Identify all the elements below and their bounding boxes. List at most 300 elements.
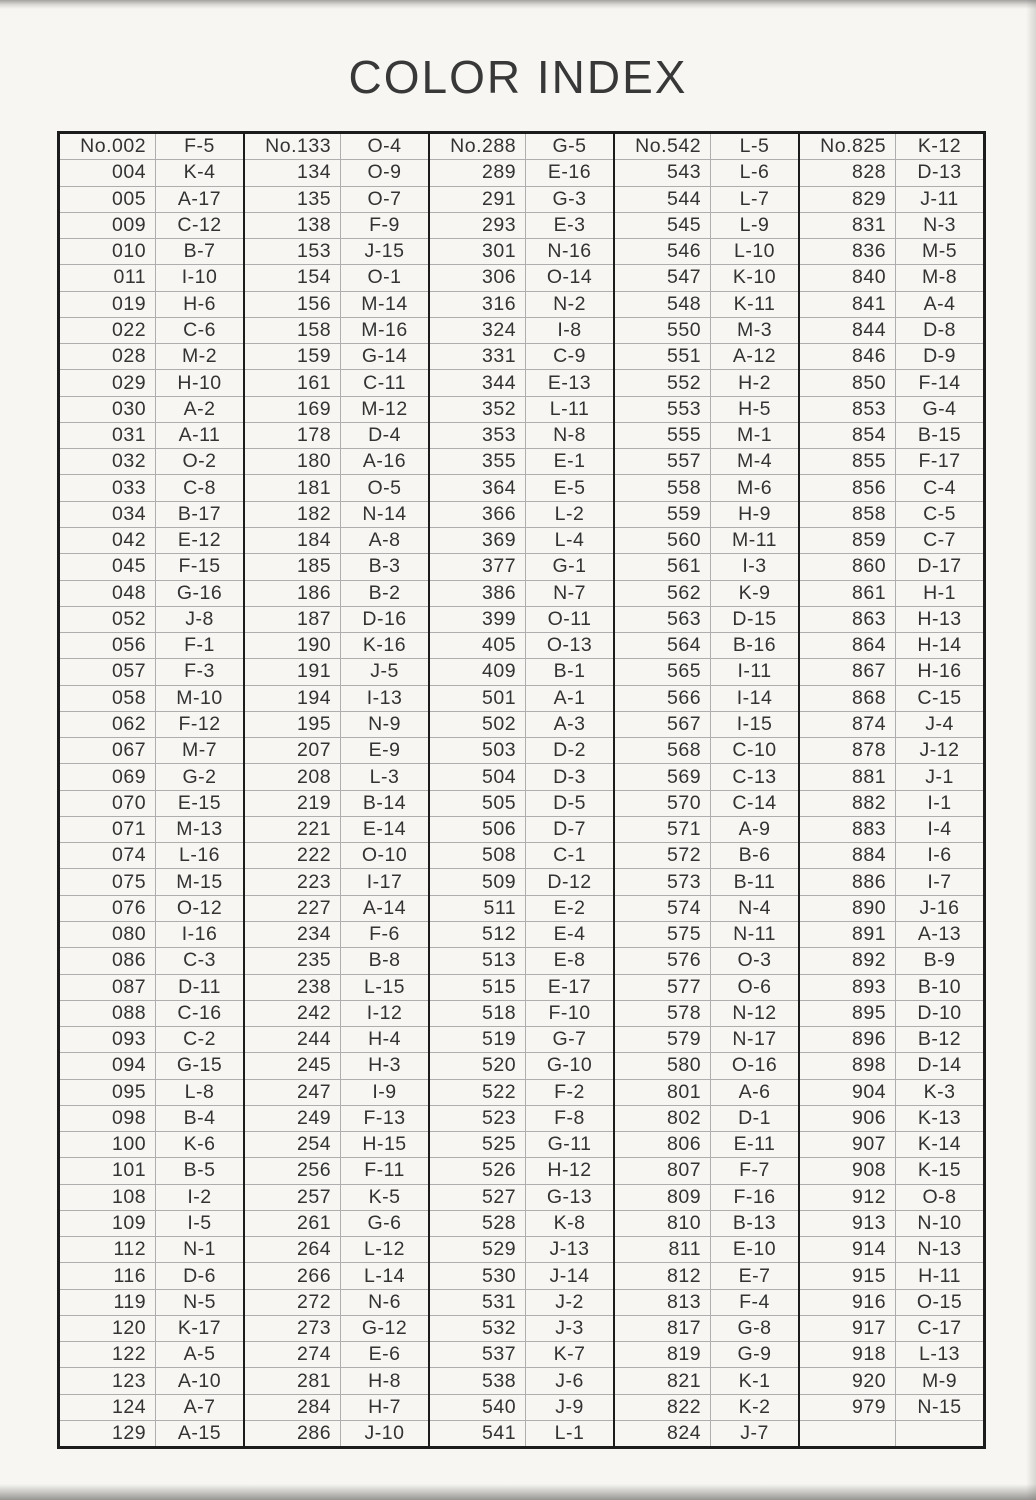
color-number-cell: 572 <box>615 843 711 868</box>
table-row <box>60 1394 243 1420</box>
color-code-cell: A-8 <box>368 529 401 552</box>
table-row <box>245 921 428 947</box>
color-number-cell: 547 <box>615 265 711 290</box>
color-number-cell: 810 <box>615 1211 711 1236</box>
color-number-cell: No.002 <box>60 134 156 159</box>
color-code-cell: K-13 <box>917 1106 962 1129</box>
color-number-cell: 272 <box>245 1290 341 1315</box>
color-code-cell: C-16 <box>177 1001 222 1024</box>
color-number-cell: 526 <box>430 1158 526 1183</box>
table-row <box>615 238 798 264</box>
color-code-cell: L-1 <box>554 1422 585 1445</box>
color-number-cell: 207 <box>245 738 341 763</box>
table-row <box>615 737 798 763</box>
table-row <box>245 737 428 763</box>
color-code-cell: J-2 <box>555 1290 584 1313</box>
table-row <box>245 448 428 474</box>
color-number-cell: 522 <box>430 1080 526 1105</box>
color-number-cell: 045 <box>60 554 156 579</box>
color-number-cell: 503 <box>430 738 526 763</box>
page-title: COLOR INDEX <box>348 51 688 103</box>
color-number-cell: 904 <box>800 1080 896 1105</box>
color-code-cell: J-12 <box>919 739 960 762</box>
color-number-cell: 531 <box>430 1290 526 1315</box>
color-code-cell: I-2 <box>187 1185 212 1208</box>
color-number-cell: 052 <box>60 607 156 632</box>
color-code-cell: N-11 <box>733 923 776 946</box>
table-row <box>60 711 243 737</box>
color-code-cell: M-10 <box>176 686 223 709</box>
color-code-cell: D-12 <box>547 870 592 893</box>
table-row <box>430 264 613 290</box>
color-code-cell: G-5 <box>552 135 587 158</box>
table-row <box>615 1079 798 1105</box>
color-code-cell: H-2 <box>738 371 771 394</box>
table-row <box>800 1315 983 1341</box>
color-number-cell: 525 <box>430 1132 526 1157</box>
color-code-cell: G-8 <box>737 1317 772 1340</box>
table-row <box>60 1289 243 1315</box>
table-row <box>615 159 798 185</box>
color-code-cell: N-13 <box>917 1238 962 1261</box>
color-code-cell: O-13 <box>546 634 593 657</box>
color-code-cell: I-1 <box>927 791 952 814</box>
table-row <box>60 501 243 527</box>
table-row <box>245 369 428 395</box>
color-number-cell: 916 <box>800 1290 896 1315</box>
table-row <box>245 790 428 816</box>
color-number-cell: 855 <box>800 449 896 474</box>
color-number-cell: 515 <box>430 975 526 1000</box>
color-code-cell: F-17 <box>918 450 961 473</box>
table-row <box>430 868 613 894</box>
table-row <box>60 343 243 369</box>
table-row <box>60 1210 243 1236</box>
color-code-cell: K-12 <box>917 135 962 158</box>
color-number-cell: 159 <box>245 344 341 369</box>
color-code-cell: H-1 <box>923 581 956 604</box>
color-number-cell: 860 <box>800 554 896 579</box>
color-code-cell: E-4 <box>553 923 586 946</box>
table-row <box>430 606 613 632</box>
color-code-cell: F-11 <box>364 1159 405 1182</box>
color-code-cell: N-12 <box>732 1001 777 1024</box>
table-row <box>60 1262 243 1288</box>
color-code-cell: I-7 <box>927 870 952 893</box>
color-code-cell: E-9 <box>368 739 401 762</box>
color-code-cell: K-6 <box>183 1133 216 1156</box>
table-row <box>245 1105 428 1131</box>
table-row <box>245 159 428 185</box>
color-code-cell: E-7 <box>738 1264 771 1287</box>
color-code-cell: C-12 <box>177 213 222 236</box>
table-row <box>430 1210 613 1236</box>
table-row <box>800 711 983 737</box>
color-code-cell: J-10 <box>364 1422 405 1445</box>
color-number-cell: 571 <box>615 817 711 842</box>
color-code-cell: M-16 <box>361 318 408 341</box>
table-row <box>800 895 983 921</box>
table-row <box>615 422 798 448</box>
table-row <box>60 790 243 816</box>
table-row <box>800 212 983 238</box>
color-number-cell: 807 <box>615 1158 711 1183</box>
table-row <box>60 238 243 264</box>
table-row <box>60 527 243 553</box>
color-code-cell: E-1 <box>553 450 586 473</box>
scan-edge-top <box>0 0 1036 9</box>
table-row <box>430 291 613 317</box>
table-row <box>430 816 613 842</box>
color-code-cell: A-2 <box>183 397 216 420</box>
color-number-cell: 178 <box>245 423 341 448</box>
color-number-cell: 281 <box>245 1368 341 1393</box>
color-code-cell: G-2 <box>182 765 217 788</box>
color-code-cell: K-5 <box>368 1185 401 1208</box>
color-number-cell: 010 <box>60 239 156 264</box>
color-code-cell <box>896 1421 983 1446</box>
color-code-cell: E-6 <box>368 1343 401 1366</box>
color-code-cell: C-7 <box>923 529 956 552</box>
color-number-cell: No.542 <box>615 134 711 159</box>
table-row <box>245 291 428 317</box>
table-row <box>615 317 798 343</box>
color-code-cell: H-7 <box>368 1395 401 1418</box>
table-row <box>430 685 613 711</box>
table-row <box>245 580 428 606</box>
color-number-cell: 809 <box>615 1185 711 1210</box>
color-number-cell: 508 <box>430 843 526 868</box>
table-row <box>430 553 613 579</box>
color-number-cell: 169 <box>245 397 341 422</box>
table-row <box>430 1184 613 1210</box>
table-row <box>615 448 798 474</box>
color-code-cell: C-11 <box>363 371 406 394</box>
color-number-cell: 221 <box>245 817 341 842</box>
color-code-cell: I-12 <box>366 1001 403 1024</box>
table-row <box>245 1184 428 1210</box>
color-code-cell: G-15 <box>176 1054 223 1077</box>
table-row <box>60 1026 243 1052</box>
color-number-cell: 070 <box>60 791 156 816</box>
table-row <box>60 1052 243 1078</box>
color-code-cell: M-7 <box>181 739 218 762</box>
color-number-cell: 906 <box>800 1106 896 1131</box>
color-number-cell: 088 <box>60 1001 156 1026</box>
color-number-cell: 540 <box>430 1395 526 1420</box>
color-code-cell: O-14 <box>546 266 593 289</box>
color-code-cell: I-5 <box>187 1212 212 1235</box>
color-number-cell: 123 <box>60 1368 156 1393</box>
table-row <box>430 974 613 1000</box>
color-code-cell: L-6 <box>739 161 770 184</box>
color-number-cell: 907 <box>800 1132 896 1157</box>
table-row <box>800 264 983 290</box>
color-number-cell: 806 <box>615 1132 711 1157</box>
color-code-cell: K-9 <box>738 581 771 604</box>
color-code-cell: F-6 <box>369 923 400 946</box>
color-number-cell: 112 <box>60 1237 156 1262</box>
color-code-cell: L-8 <box>184 1080 215 1103</box>
color-code-cell: H-14 <box>917 634 962 657</box>
table-row <box>430 369 613 395</box>
table-row <box>615 527 798 553</box>
table-row <box>800 1262 983 1288</box>
color-code-cell: N-6 <box>368 1290 401 1313</box>
color-code-cell: F-15 <box>178 555 221 578</box>
table-row <box>800 868 983 894</box>
table-row <box>60 159 243 185</box>
color-number-cell: 161 <box>245 370 341 395</box>
table-row <box>245 527 428 553</box>
color-code-cell: K-16 <box>362 634 407 657</box>
color-number-cell: 364 <box>430 475 526 500</box>
color-number-cell: 093 <box>60 1027 156 1052</box>
table-row <box>615 186 798 212</box>
color-number-cell: 550 <box>615 318 711 343</box>
color-number-cell: 273 <box>245 1316 341 1341</box>
color-number-cell: 856 <box>800 475 896 500</box>
color-number-cell: 062 <box>60 712 156 737</box>
table-row <box>800 238 983 264</box>
color-number-cell: 850 <box>800 370 896 395</box>
color-code-cell: D-5 <box>553 791 586 814</box>
color-number-cell: 095 <box>60 1080 156 1105</box>
color-code-cell: F-2 <box>554 1080 585 1103</box>
color-code-cell: E-8 <box>553 949 586 972</box>
table-row <box>245 1210 428 1236</box>
table-group-3 <box>428 134 613 1446</box>
color-number-cell: 069 <box>60 764 156 789</box>
table-row <box>245 212 428 238</box>
table-row <box>800 1105 983 1131</box>
color-code-cell: I-8 <box>557 318 582 341</box>
color-number-cell: 135 <box>245 187 341 212</box>
table-row <box>60 317 243 343</box>
table-row <box>245 632 428 658</box>
color-number-cell: 560 <box>615 528 711 553</box>
color-code-cell: D-14 <box>917 1054 962 1077</box>
color-number-cell: 191 <box>245 659 341 684</box>
color-code-cell: B-13 <box>732 1212 777 1235</box>
color-number-cell: 859 <box>800 528 896 553</box>
table-row <box>615 553 798 579</box>
color-number-cell: 245 <box>245 1053 341 1078</box>
color-code-cell: F-10 <box>548 1001 591 1024</box>
table-row <box>800 790 983 816</box>
color-code-cell: E-11 <box>733 1133 776 1156</box>
color-code-cell: C-13 <box>732 765 777 788</box>
color-number-cell: 530 <box>430 1263 526 1288</box>
color-number-cell: 883 <box>800 817 896 842</box>
color-code-cell: A-14 <box>362 896 407 919</box>
color-code-cell: K-11 <box>733 292 776 315</box>
table-row <box>60 842 243 868</box>
table-row <box>615 1026 798 1052</box>
table-row <box>430 238 613 264</box>
table-row <box>430 343 613 369</box>
table-row <box>800 1341 983 1367</box>
color-number-cell: 094 <box>60 1053 156 1078</box>
table-row <box>615 396 798 422</box>
table-row <box>245 1262 428 1288</box>
table-row <box>800 527 983 553</box>
table-row <box>430 737 613 763</box>
color-code-cell: M-15 <box>176 870 223 893</box>
color-number-cell: 811 <box>615 1237 711 1262</box>
color-number-cell: 004 <box>60 160 156 185</box>
color-code-cell: M-5 <box>921 240 958 263</box>
table-row <box>615 895 798 921</box>
color-number-cell: 881 <box>800 764 896 789</box>
color-code-cell: M-2 <box>181 345 218 368</box>
color-code-cell: L-7 <box>739 187 770 210</box>
table-row <box>60 1236 243 1262</box>
color-number-cell: 108 <box>60 1185 156 1210</box>
color-code-cell: F-1 <box>184 634 215 657</box>
table-row <box>245 1420 428 1446</box>
color-code-cell: H-5 <box>738 397 771 420</box>
color-number-cell: 867 <box>800 659 896 684</box>
color-number-cell: 190 <box>245 633 341 658</box>
color-code-cell: B-14 <box>362 791 407 814</box>
table-row <box>800 632 983 658</box>
color-number-cell: 565 <box>615 659 711 684</box>
table-row <box>615 1052 798 1078</box>
table-row <box>245 422 428 448</box>
table-row <box>615 1131 798 1157</box>
color-number-cell: 518 <box>430 1001 526 1026</box>
color-code-cell: I-13 <box>366 686 403 709</box>
color-code-cell: M-9 <box>921 1369 958 1392</box>
color-code-cell: A-16 <box>362 450 407 473</box>
color-code-cell: I-17 <box>366 870 403 893</box>
color-code-cell: J-14 <box>549 1264 590 1287</box>
color-code-cell: J-11 <box>920 187 959 210</box>
color-number-cell: 195 <box>245 712 341 737</box>
color-code-cell: O-6 <box>737 975 772 998</box>
color-number-cell: 261 <box>245 1211 341 1236</box>
color-number-cell: 538 <box>430 1368 526 1393</box>
color-number-cell: 511 <box>430 896 526 921</box>
color-number-cell: 306 <box>430 265 526 290</box>
color-number-cell: 555 <box>615 423 711 448</box>
color-code-cell: H-15 <box>362 1133 407 1156</box>
color-number-cell: 566 <box>615 686 711 711</box>
color-number-cell: 405 <box>430 633 526 658</box>
table-row <box>615 842 798 868</box>
table-row <box>615 369 798 395</box>
color-number-cell: 086 <box>60 948 156 973</box>
table-row <box>245 501 428 527</box>
table-row <box>615 501 798 527</box>
color-number-cell: 893 <box>800 975 896 1000</box>
color-code-cell: N-4 <box>738 896 771 919</box>
table-row <box>60 369 243 395</box>
table-row <box>800 1184 983 1210</box>
table-row <box>615 1289 798 1315</box>
color-number-cell: 386 <box>430 581 526 606</box>
color-number-cell: 156 <box>245 292 341 317</box>
color-number-cell: 546 <box>615 239 711 264</box>
color-code-cell: I-16 <box>181 923 218 946</box>
table-row <box>615 685 798 711</box>
color-code-cell: G-1 <box>552 555 587 578</box>
table-row <box>800 737 983 763</box>
table-row <box>800 186 983 212</box>
color-code-cell: F-3 <box>184 660 215 683</box>
color-code-cell: E-17 <box>547 975 592 998</box>
color-number-cell: 863 <box>800 607 896 632</box>
color-code-cell: E-5 <box>553 476 586 499</box>
color-code-cell: A-7 <box>183 1395 216 1418</box>
table-row <box>800 553 983 579</box>
color-code-cell: B-9 <box>923 949 956 972</box>
color-number-cell: 523 <box>430 1106 526 1131</box>
color-number-cell: 512 <box>430 922 526 947</box>
color-code-cell: J-8 <box>185 607 214 630</box>
color-code-cell: K-10 <box>732 266 777 289</box>
color-number-cell <box>800 1421 896 1446</box>
color-code-cell: H-16 <box>917 660 962 683</box>
color-number-cell: 122 <box>60 1342 156 1367</box>
color-number-cell: 181 <box>245 475 341 500</box>
color-number-cell: 247 <box>245 1080 341 1105</box>
table-row <box>800 1157 983 1183</box>
color-number-cell: 505 <box>430 791 526 816</box>
color-code-cell: C-3 <box>183 949 216 972</box>
table-row <box>430 1262 613 1288</box>
table-row <box>800 580 983 606</box>
color-code-cell: A-11 <box>178 424 221 447</box>
table-row <box>430 317 613 343</box>
table-row <box>615 212 798 238</box>
table-row <box>430 1289 613 1315</box>
color-number-cell: 301 <box>430 239 526 264</box>
color-code-cell: C-15 <box>917 686 962 709</box>
table-row <box>430 422 613 448</box>
color-number-cell: 831 <box>800 213 896 238</box>
color-number-cell: 223 <box>245 869 341 894</box>
color-number-cell: 274 <box>245 1342 341 1367</box>
scan-edge-bottom <box>0 1484 1036 1500</box>
table-row <box>60 921 243 947</box>
color-number-cell: 519 <box>430 1027 526 1052</box>
table-row <box>800 1026 983 1052</box>
table-row <box>800 291 983 317</box>
color-code-cell: B-8 <box>368 949 401 972</box>
table-row <box>245 1289 428 1315</box>
color-number-cell: 841 <box>800 292 896 317</box>
table-row <box>800 658 983 684</box>
table-row <box>615 291 798 317</box>
table-row <box>60 1315 243 1341</box>
color-code-cell: M-8 <box>921 266 958 289</box>
table-row <box>430 527 613 553</box>
color-number-cell: 185 <box>245 554 341 579</box>
color-number-cell: 829 <box>800 187 896 212</box>
color-code-cell: B-3 <box>368 555 401 578</box>
color-code-cell: L-11 <box>549 397 590 420</box>
table-row <box>615 134 798 159</box>
table-row <box>800 974 983 1000</box>
color-number-cell: 822 <box>615 1395 711 1420</box>
table-row <box>245 1157 428 1183</box>
color-code-cell: J-9 <box>555 1395 584 1418</box>
table-row <box>430 186 613 212</box>
color-code-cell: B-6 <box>738 844 771 867</box>
color-number-cell: 532 <box>430 1316 526 1341</box>
